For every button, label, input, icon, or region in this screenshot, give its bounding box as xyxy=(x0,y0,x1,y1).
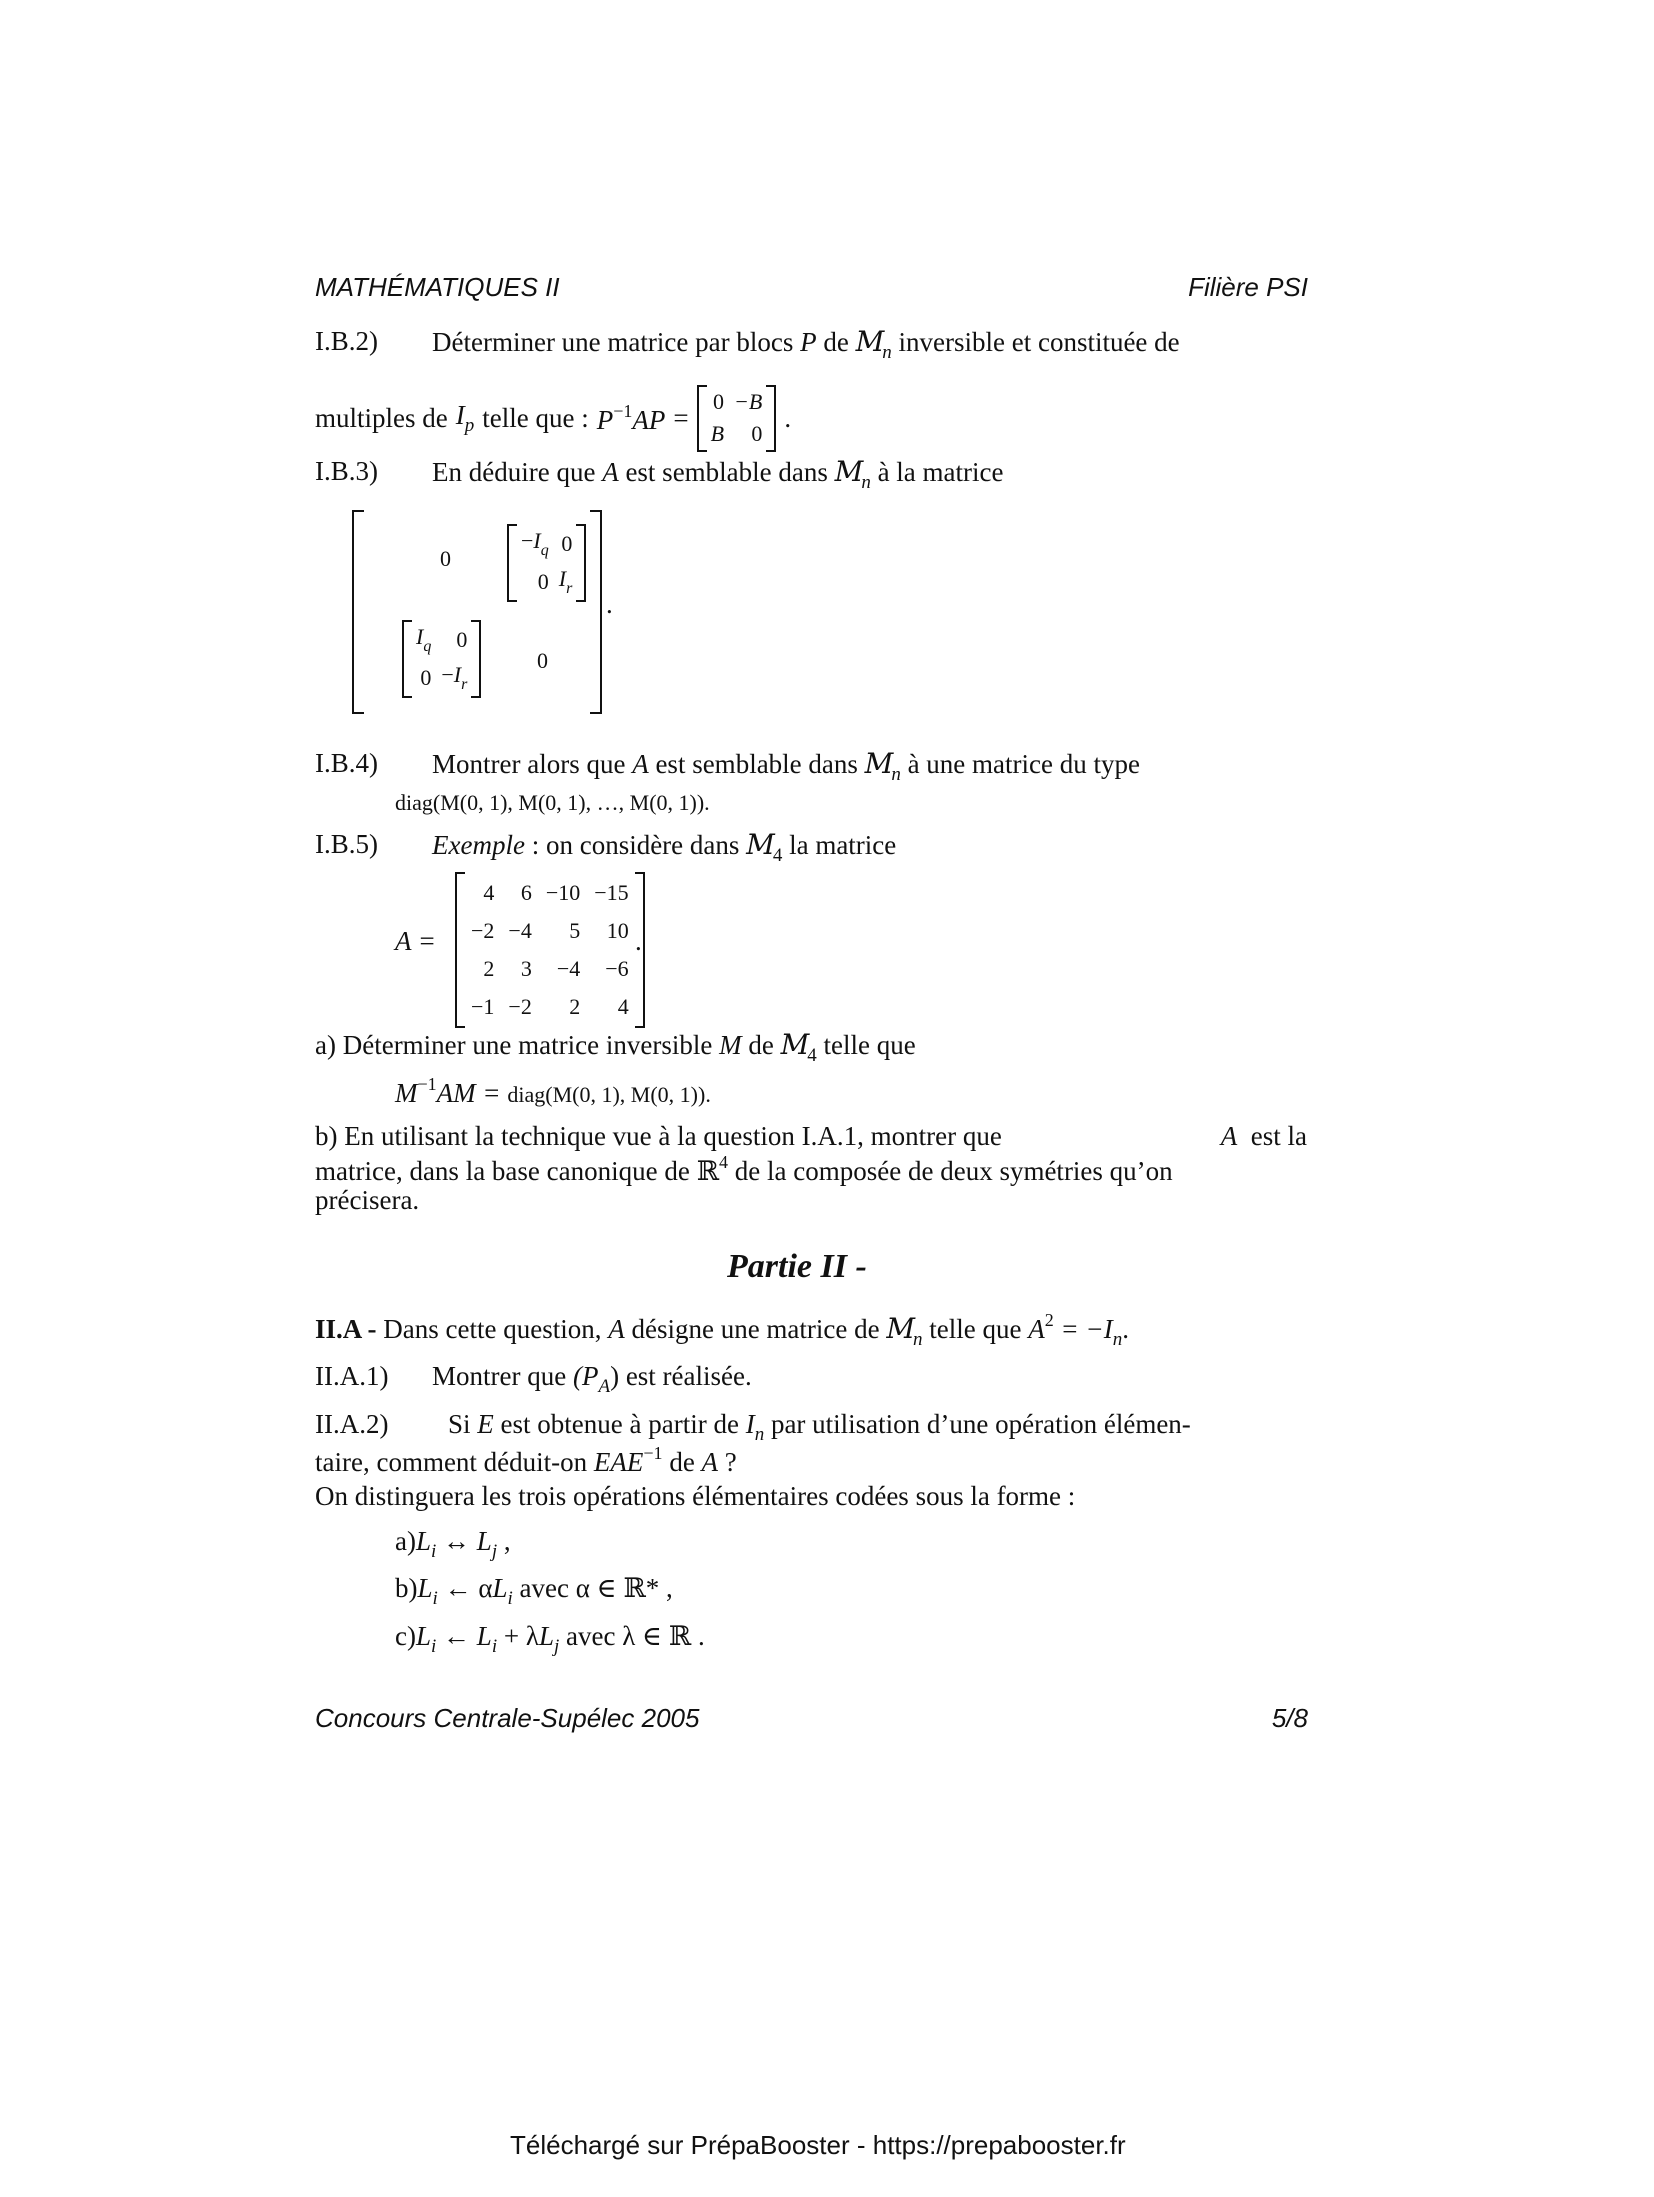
diag-formula: diag(M(0, 1), M(0, 1)). xyxy=(507,1082,711,1107)
question-ib3-text xyxy=(432,455,1003,495)
equals: = xyxy=(673,403,689,434)
var-a: A xyxy=(1028,1314,1045,1344)
text: désigne une matrice de xyxy=(631,1314,880,1344)
operation-label: b) xyxy=(395,1573,418,1603)
matrix-cell: 0 xyxy=(751,421,763,447)
question-ib2-line1 xyxy=(432,325,1180,365)
footer-page-number: 5/8 xyxy=(1271,1703,1308,1733)
bracket-left xyxy=(455,872,465,1028)
matrix-cell: B xyxy=(710,421,725,447)
text: En déduire que xyxy=(432,457,596,487)
reals-symbol: ℝ xyxy=(696,1156,720,1186)
paren: ) xyxy=(610,1361,620,1391)
text: multiples de xyxy=(315,403,448,434)
matrix-space-symbol: M xyxy=(886,1312,914,1345)
matrix-a-wrapper xyxy=(455,872,645,1028)
question-ib4-label: I.B.4) xyxy=(315,748,378,778)
text: Déterminer une matrice par blocs xyxy=(432,327,794,357)
var-p: P xyxy=(596,404,614,435)
diag-formula: diag(M(0, 1), M(0, 1), …, M(0, 1)). xyxy=(395,790,710,815)
question-iia-label: II.A - xyxy=(315,1314,377,1344)
bracket-right xyxy=(590,510,602,714)
matrix-cells: $-I_q$ 0 0 $I_r$ xyxy=(521,528,573,597)
question-iia2-line1 xyxy=(448,1408,1191,1447)
matrix-cell: 10 xyxy=(606,918,629,943)
subscript: n xyxy=(861,472,871,493)
text: Montrer que xyxy=(432,1361,567,1391)
matrix-cell: −10 xyxy=(545,880,581,905)
matrix-space-symbol: M xyxy=(855,325,883,358)
question-iia2-line3: On distinguera les trois opérations élémentaires codées sous la forme : xyxy=(315,1481,1076,1511)
text: à la matrice xyxy=(877,457,1004,487)
question-iia1-label: II.A.1) xyxy=(315,1361,389,1391)
text: est semblable dans xyxy=(625,457,828,487)
operation-label: c) xyxy=(395,1621,416,1651)
superscript: −1 xyxy=(417,1074,437,1094)
matrix-space-symbol: M xyxy=(864,747,892,780)
text: telle que xyxy=(823,1030,916,1060)
text: a) Déterminer une matrice inversible xyxy=(315,1030,713,1060)
matrix-cell: −1 xyxy=(471,994,495,1019)
block-top-right xyxy=(507,524,586,602)
operation-expression: $L_i$ ← $\alpha L_i$ avec α ∈ ℝ* , xyxy=(417,1573,673,1609)
part-a-text xyxy=(315,1028,916,1068)
matrix-cell: −15 xyxy=(594,880,629,905)
question-ib5-text xyxy=(432,828,896,868)
subscript: n xyxy=(1112,1329,1123,1350)
bracket-right xyxy=(766,385,776,452)
text: est réalisée. xyxy=(625,1361,752,1391)
matrix-cell: 2 xyxy=(569,994,581,1019)
question-iia-text xyxy=(315,1310,1129,1352)
running-header-subject: MATHÉMATIQUES II xyxy=(315,272,560,302)
matrix-cell: −4 xyxy=(508,918,532,943)
text: : on considère dans xyxy=(531,830,740,860)
formula-text: = −I xyxy=(1060,1314,1113,1344)
question-ib2-label: I.B.2) xyxy=(315,326,378,356)
question-iia1-text xyxy=(432,1360,752,1399)
subscript: 4 xyxy=(772,845,783,866)
text: à une matrice du type xyxy=(907,749,1140,779)
zero-block: 0 xyxy=(537,648,548,673)
var-a: A xyxy=(608,1314,625,1344)
var-a: A xyxy=(632,749,649,779)
var-a: A xyxy=(1220,1121,1238,1151)
var-m: M xyxy=(719,1030,742,1060)
download-notice: Téléchargé sur PrépaBooster - https://prepabooster.fr xyxy=(510,2130,1126,2160)
operation-item xyxy=(395,1620,705,1659)
block-matrix-2x2 xyxy=(697,385,777,452)
section-title: Partie II - xyxy=(727,1248,867,1285)
bracket-left xyxy=(352,510,364,714)
matrix-cell: 3 xyxy=(520,956,532,981)
bracket-right xyxy=(471,620,481,698)
matrix-cell: −2 xyxy=(508,994,532,1019)
operation-expression: $L_i$ ↔ $L_j$ , xyxy=(415,1526,511,1562)
identity-symbol: I xyxy=(455,399,465,430)
matrix-cell: 2 xyxy=(483,956,495,981)
part-a-formula xyxy=(395,1074,711,1109)
matrix-space-symbol: M xyxy=(780,1028,808,1061)
question-iia2-line2 xyxy=(315,1443,737,1478)
var-a: A xyxy=(701,1447,719,1477)
period: . xyxy=(606,589,613,619)
subscript: 4 xyxy=(807,1045,817,1066)
superscript: 4 xyxy=(719,1152,729,1172)
matrix-cell: 4 xyxy=(617,994,629,1019)
text: la matrice xyxy=(789,830,897,860)
question-ib3-label: I.B.3) xyxy=(315,456,378,486)
subscript: n xyxy=(913,1329,923,1350)
formula-text: AM = xyxy=(436,1078,501,1108)
var-a: A xyxy=(602,457,619,487)
subscript: p xyxy=(464,414,475,436)
question-mark: ? xyxy=(724,1447,737,1477)
bracket-left xyxy=(402,620,412,698)
question-ib5-label: I.B.5) xyxy=(315,829,378,859)
var-ap: AP xyxy=(632,404,666,435)
matrix-cell: 0 xyxy=(713,389,725,414)
text: matrice, dans la base canonique de xyxy=(315,1156,690,1186)
text: b) En utilisant la technique vue à la question I.A.1, montrer que xyxy=(315,1121,1002,1151)
part-b-line3: précisera. xyxy=(315,1185,420,1215)
question-ib2-line2 xyxy=(315,385,791,452)
matrix-cells xyxy=(707,385,767,452)
superscript: −1 xyxy=(613,400,633,421)
matrix-a-label: A = xyxy=(395,926,436,956)
property-symbol: (P xyxy=(572,1361,599,1391)
text: telle que xyxy=(929,1314,1022,1344)
text: est obtenue à partir de xyxy=(500,1409,739,1439)
bracket-left xyxy=(697,385,707,452)
text: Dans cette question, xyxy=(383,1314,602,1344)
block-matrix-4-blocks xyxy=(352,510,602,712)
matrix-cells: $I_q$ 0 0 $-I_r$ xyxy=(416,624,468,693)
text: Montrer alors que xyxy=(432,749,626,779)
operation-expression: $L_i$ ← $L_i + \lambda L_j$ avec λ ∈ ℝ . xyxy=(415,1621,705,1657)
footer-contest: Concours Centrale-Supélec 2005 xyxy=(315,1703,700,1733)
part-b-line2 xyxy=(315,1152,1173,1187)
superscript: 2 xyxy=(1044,1310,1054,1330)
subscript: n xyxy=(882,342,892,363)
operation-item xyxy=(395,1572,673,1611)
matrix-a xyxy=(455,872,645,1028)
bracket-left xyxy=(507,524,517,602)
text: de la composée de deux symétries qu’on xyxy=(734,1156,1173,1186)
text: est semblable dans xyxy=(655,749,858,779)
text: inversible et constituée de xyxy=(898,327,1180,357)
identity-symbol: I xyxy=(745,1409,755,1439)
period: . xyxy=(1122,1314,1129,1344)
part-b-line1 xyxy=(315,1120,1307,1152)
operation-item xyxy=(395,1525,511,1564)
matrix-cell: −6 xyxy=(605,956,629,981)
text: telle que : xyxy=(482,403,589,434)
text: est la xyxy=(1250,1121,1307,1151)
var-m: M xyxy=(395,1078,418,1108)
text: de xyxy=(748,1030,774,1060)
matrix-cell: 6 xyxy=(520,880,532,905)
period: . xyxy=(635,926,642,956)
var-e: E xyxy=(477,1409,494,1439)
matrix-cell: −B xyxy=(734,389,763,414)
superscript: −1 xyxy=(643,1443,663,1463)
text: Si xyxy=(448,1409,471,1439)
var-p: P xyxy=(800,327,817,357)
zero-block: 0 xyxy=(440,546,451,571)
block-bottom-left xyxy=(402,620,481,698)
exemple-label: Exemple xyxy=(432,830,525,860)
subscript: A xyxy=(598,1376,611,1397)
matrix-cells xyxy=(465,872,635,1028)
matrix-cell: 5 xyxy=(569,918,581,943)
var-eae: EAE xyxy=(593,1447,644,1477)
matrix-space-symbol: M xyxy=(746,828,773,861)
matrix-cell: −4 xyxy=(556,956,581,981)
running-header-track: Filière PSI xyxy=(1188,272,1308,302)
operation-label: a) xyxy=(395,1526,416,1556)
question-ib4-text xyxy=(432,747,1140,787)
subscript: n xyxy=(754,1424,765,1445)
subscript: n xyxy=(891,764,901,785)
matrix-cell: −2 xyxy=(471,918,495,943)
text: de xyxy=(823,327,849,357)
text: par utilisation d’une opération élémen- xyxy=(770,1409,1191,1439)
bracket-right xyxy=(576,524,586,602)
matrix-cell: 4 xyxy=(483,880,495,905)
period: . xyxy=(784,403,792,434)
question-iia2-label: II.A.2) xyxy=(315,1409,389,1439)
text: taire, comment déduit-on xyxy=(315,1447,588,1477)
text: de xyxy=(669,1447,695,1477)
matrix-space-symbol: M xyxy=(834,455,862,488)
